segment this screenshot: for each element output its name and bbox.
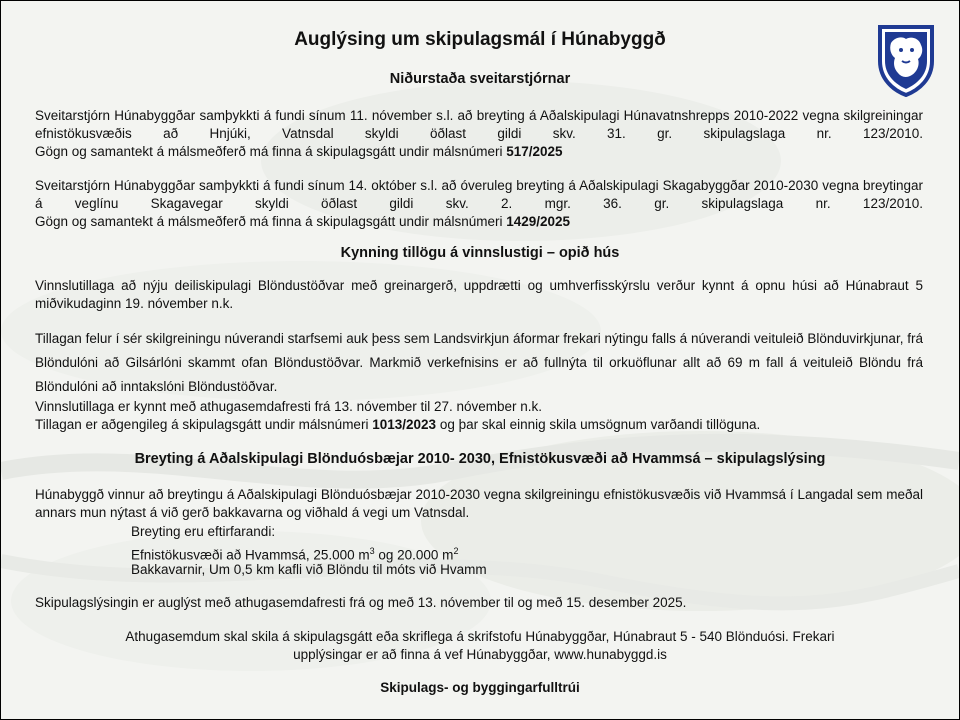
section1-paragraph1: Sveitarstjórn Húnabyggðar samþykkti á fundi sínum 11. nóvember s.l. að breyting á Aðalskipulagi Húnavatnshrepps 2010-2022 vegna skilgreiningar efnistökusvæðis að Hnjúki, Vatnsdal skyldi öðlast gildi skv. 31. gr. skipulagslaga nr. 123/2010. (35, 108, 923, 141)
section2-heading: Kynning tillögu á vinnslustigi – opið hús (340, 245, 620, 261)
case-number: 517/2025 (506, 144, 563, 159)
section1-paragraph2-case-line (35, 213, 570, 231)
superscript: 3 (369, 546, 375, 556)
section3-paragraph2: Skipulagslýsingin er auglýst með athugasemdafresti frá og með 13. nóvember til og með 15. desember 2025. (35, 595, 687, 610)
section2-access-line (35, 416, 760, 434)
section3-heading: Breyting á Aðalskipulagi Blönduósbæjar 2010- 2030, Efnistökusvæði að Hvammsá – skipulagslýsing (134, 451, 826, 467)
signature: Skipulags- og byggingarfulltrúi (380, 680, 580, 695)
page-title: Auglýsing um skipulagsmál í Húnabyggð (294, 29, 666, 50)
access-line-text: Tillagan er aðgengileg á skipulagsgátt undir málsnúmeri (35, 417, 369, 432)
section1-heading: Niðurstaða sveitarstjórnar (389, 71, 571, 87)
case-line-text: Gögn og samantekt á málsmeðferð má finna á skipulagsgátt undir málsnúmeri (35, 214, 503, 229)
section3-paragraph1: Húnabyggð vinnur að breytingu á Aðalskipulagi Blönduósbæjar 2010-2030 vegna skilgreiningu efnistökusvæðis við Hvammsá í Langadal sem meðal annars mun nýtast á við gerð bakkavarna og viðhald á vegi um Vatnsdal. (35, 487, 923, 520)
case-number: 1429/2025 (506, 214, 571, 229)
case-line-text: Gögn og samantekt á málsmeðferð má finna á skipulagsgátt undir málsnúmeri (35, 144, 503, 159)
section1-paragraph2: Sveitarstjórn Húnabyggðar samþykkti á fundi sínum 14. október s.l. að óveruleg breyting á Aðalskipulagi Skagabyggðar 2010-2030 vegna breytingar á veglínu Skagavegar skyldi öðlast gildi skv. 2. mgr. 36. gr. skipulagslaga nr. 123/2010. (35, 178, 923, 211)
section1-paragraph1-case-line (35, 143, 563, 161)
item-text: og 20.000 m (374, 547, 454, 563)
case-number: 1013/2023 (372, 417, 437, 432)
closing-text-line2: upplýsingar er að finna á vef Húnabyggðar, www.hunabyggd.is (293, 647, 667, 662)
section2-comments-line: Vinnslutillaga er kynnt með athugasemdafresti frá 13. nóvember til 27. nóvember n.k. (35, 399, 543, 414)
item-text: Efnistökusvæði að Hvammsá, 25.000 m (131, 547, 370, 563)
closing-text-line1: Athugasemdum skal skila á skipulagsgátt eða skriflega á skrifstofu Húnabyggðar, Húnabraut 5 - 540 Blönduósi. Frekari (125, 629, 835, 644)
section2-paragraph1: Vinnslutillaga að nýju deiliskipulagi Blöndustöðvar með greinargerð, uppdrætti og umhverfisskýrslu verður kynnt á opnu húsi að Húnabraut 5 miðvikudaginn 19. nóvember n.k. (35, 278, 923, 311)
section2-paragraph2: Tillagan felur í sér skilgreiningu núverandi starfsemi auk þess sem Landsvirkjun áformar frekari nýtingu falls á núverandi veituleið Blönduvirkjunar, frá Blöndulóni að Gilsárlóni skammt ofan Blöndustöðvar. Markmið verkefnisins er að fullnýta til orkuöflunar allt að 69 m fall á veituleið Blöndu frá Blöndulóni að inntakslóni Blöndustöðvar. (35, 331, 923, 394)
access-line-text-end: og þar skal einnig skila umsögnum varðandi tillöguna. (439, 417, 761, 432)
superscript: 2 (453, 546, 459, 556)
changes-list-intro: Breyting eru eftirfarandi: (131, 524, 276, 539)
changes-list-item: Bakkavarnir, Um 0,5 km kafli við Blöndu til móts við Hvamm (131, 562, 487, 577)
